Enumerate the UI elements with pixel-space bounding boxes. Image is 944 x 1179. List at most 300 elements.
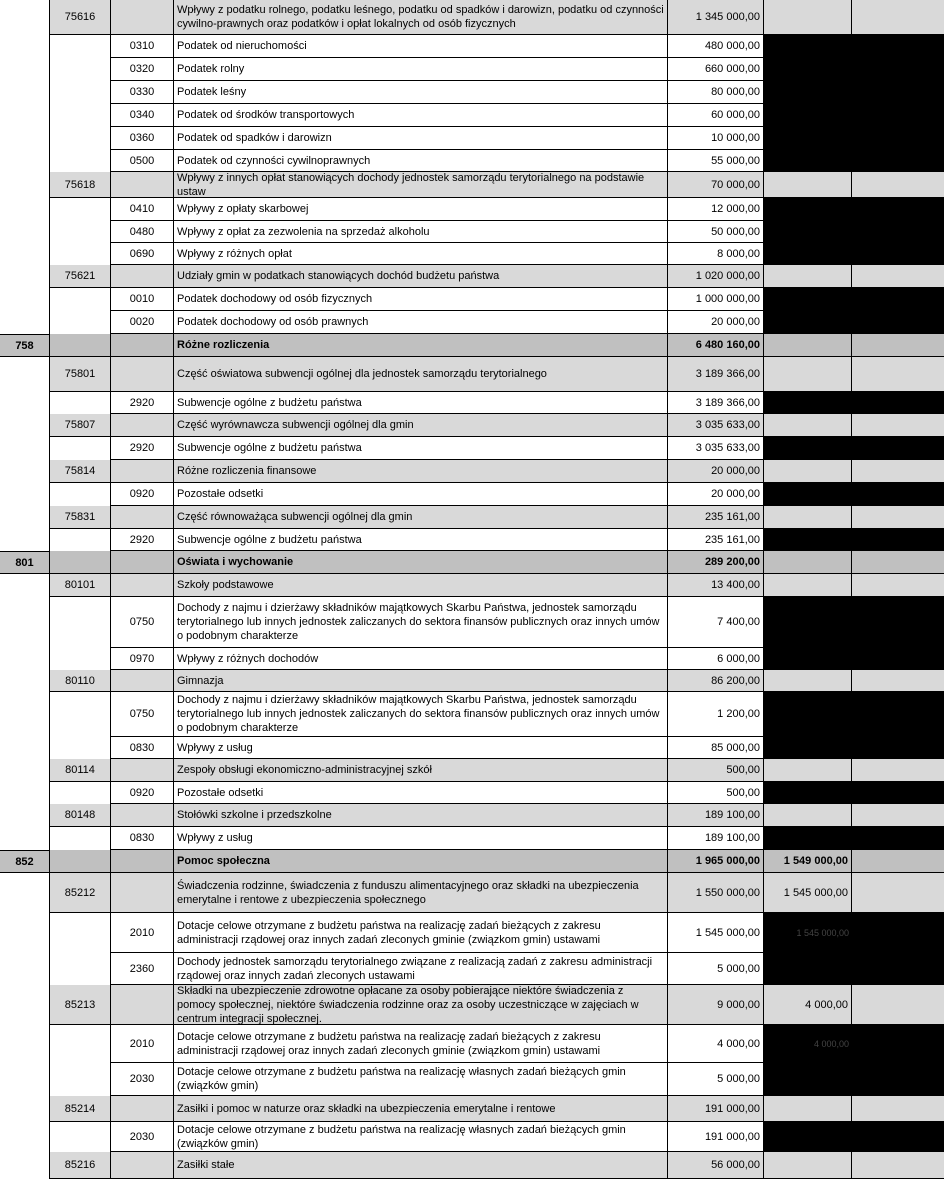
- paragraf-cell: [111, 782, 174, 804]
- dzial-cell: [0, 1122, 50, 1152]
- amount-cell-text: 6 000,00: [717, 652, 760, 665]
- rozdzial-cell: [50, 460, 111, 483]
- amount-cell-text: 8 000,00: [717, 247, 760, 260]
- paragraf-row: [0, 311, 944, 334]
- amount-cell-text: 1 965 000,00: [695, 855, 760, 867]
- amount-cell: [668, 759, 764, 782]
- amount-cell-text: 4 000,00: [717, 1037, 760, 1050]
- amount-cell-text: 85 000,00: [711, 741, 760, 754]
- delegated-amount-cell: [764, 35, 852, 58]
- dzial-cell: [0, 35, 50, 58]
- delegated-amount-cell: [764, 437, 852, 460]
- amount-cell: [668, 58, 764, 81]
- dzial-cell: [0, 913, 50, 953]
- description-cell-text: Udziały gmin w podatkach stanowiących dochód budżetu państwa: [177, 270, 500, 282]
- dzial-cell: [0, 506, 50, 529]
- delegated-amount-cell: [764, 150, 852, 172]
- paragraf-cell: [111, 1063, 174, 1096]
- rozdzial-cell-text: 85216: [64, 1159, 96, 1171]
- paragraf-cell-text: 0750: [129, 708, 155, 720]
- amount-cell-text: 289 200,00: [704, 556, 760, 568]
- description-cell-text: Dochody z najmu i dzierżawy składników majątkowych Skarbu Państwa, jednostek samorządu terytorialnego lub innych jednostek zaliczanych do sektora finansów publicznych oraz innych umów o podobnym charakterze: [177, 602, 660, 642]
- amount-cell: [668, 692, 764, 737]
- rozdzial-cell: [50, 198, 111, 221]
- description-cell: [174, 437, 668, 460]
- extra-cell: [852, 913, 944, 953]
- extra-cell: [852, 827, 944, 850]
- amount-cell: [668, 850, 764, 873]
- amount-cell: [668, 460, 764, 483]
- dzial-cell: [0, 334, 50, 357]
- amount-cell: [668, 574, 764, 597]
- description-cell: [174, 288, 668, 311]
- amount-cell-text: 191 000,00: [704, 1130, 760, 1143]
- rozdzial-row: [0, 804, 944, 827]
- amount-cell-text: 5 000,00: [717, 962, 760, 975]
- dzial-row: [0, 334, 944, 357]
- rozdzial-cell-text: 80110: [65, 674, 95, 687]
- rozdzial-cell: [50, 597, 111, 648]
- description-cell: [174, 414, 668, 437]
- amount-cell-text: 10 000,00: [711, 132, 760, 144]
- paragraf-row: [0, 198, 944, 221]
- rozdzial-row: [0, 460, 944, 483]
- extra-cell: [852, 104, 944, 127]
- extra-cell: [852, 985, 944, 1025]
- amount-cell: [668, 81, 764, 104]
- description-cell: [174, 0, 668, 35]
- delegated-amount-cell: [764, 827, 852, 850]
- rozdzial-cell: [50, 850, 111, 873]
- dzial-cell: [0, 597, 50, 648]
- description-cell-text: Wpływy z opłat za zezwolenia na sprzedaż alkoholu: [177, 225, 430, 238]
- rozdzial-cell-text: 80101: [64, 579, 96, 591]
- delegated-amount-cell: [764, 873, 852, 913]
- amount-cell: [668, 1096, 764, 1122]
- dzial-cell: [0, 985, 50, 1025]
- dzial-cell: [0, 0, 50, 35]
- amount-cell-text: 80 000,00: [711, 86, 760, 98]
- extra-cell: [852, 198, 944, 221]
- delegated-amount-cell: [764, 288, 852, 311]
- paragraf-cell-text: 0690: [129, 247, 155, 260]
- paragraf-row: [0, 221, 944, 243]
- delegated-amount-cell: [764, 198, 852, 221]
- extra-cell: [852, 81, 944, 104]
- delegated-amount-cell: [764, 506, 852, 529]
- rozdzial-cell: [50, 1063, 111, 1096]
- dzial-cell: [0, 692, 50, 737]
- delegated-amount-cell: [764, 483, 852, 506]
- paragraf-cell: [111, 150, 174, 172]
- rozdzial-row: [0, 574, 944, 597]
- paragraf-cell-text: 0010: [129, 293, 155, 305]
- paragraf-cell: [111, 460, 174, 483]
- rozdzial-cell: [50, 288, 111, 311]
- rozdzial-cell: [50, 574, 111, 597]
- dzial-cell: [0, 58, 50, 81]
- paragraf-cell-text: 2920: [129, 442, 155, 454]
- paragraf-cell: [111, 172, 174, 198]
- paragraf-cell-text: 0480: [129, 225, 155, 238]
- amount-cell-text: 3 189 366,00: [695, 396, 760, 409]
- paragraf-cell: [111, 414, 174, 437]
- paragraf-row: [0, 737, 944, 759]
- amount-cell-text: 3 035 633,00: [695, 442, 760, 454]
- paragraf-cell: [111, 574, 174, 597]
- extra-cell: [852, 574, 944, 597]
- extra-cell: [852, 1063, 944, 1096]
- amount-cell: [668, 873, 764, 913]
- paragraf-row: [0, 827, 944, 850]
- amount-cell: [668, 483, 764, 506]
- description-cell-text: Wpływy z opłaty skarbowej: [177, 203, 309, 215]
- delegated-amount-cell: [764, 1152, 852, 1179]
- amount-cell-text: 20 000,00: [711, 316, 760, 328]
- paragraf-cell: [111, 648, 174, 670]
- extra-cell: [852, 850, 944, 873]
- dzial-cell: [0, 670, 50, 692]
- dzial-cell: [0, 827, 50, 850]
- dzial-cell: [0, 804, 50, 827]
- amount-cell: [668, 551, 764, 574]
- description-cell: [174, 1025, 668, 1063]
- paragraf-row: [0, 913, 944, 953]
- description-cell: [174, 506, 668, 529]
- delegated-amount-cell-text: 1 545 000,00: [783, 886, 848, 899]
- paragraf-row: [0, 483, 944, 506]
- extra-cell: [852, 414, 944, 437]
- rozdzial-cell: [50, 670, 111, 692]
- extra-cell: [852, 243, 944, 265]
- paragraf-cell-text: 2030: [129, 1073, 155, 1085]
- amount-cell-text: 12 000,00: [711, 203, 760, 215]
- dzial-cell: [0, 759, 50, 782]
- dzial-cell: [0, 172, 50, 198]
- amount-cell: [668, 782, 764, 804]
- paragraf-cell-text: 0920: [129, 488, 155, 500]
- paragraf-cell-text: 0830: [129, 832, 155, 844]
- extra-cell: [852, 35, 944, 58]
- paragraf-cell: [111, 392, 174, 414]
- rozdzial-cell: [50, 81, 111, 104]
- rozdzial-cell: [50, 483, 111, 506]
- rozdzial-cell: [50, 311, 111, 334]
- rozdzial-cell: [50, 782, 111, 804]
- description-cell: [174, 334, 668, 357]
- amount-cell-text: 5 000,00: [717, 1073, 760, 1085]
- paragraf-row: [0, 1025, 944, 1063]
- delegated-amount-cell: [764, 414, 852, 437]
- rozdzial-cell: [50, 392, 111, 414]
- rozdzial-row: [0, 1096, 944, 1122]
- amount-cell: [668, 265, 764, 288]
- paragraf-cell: [111, 529, 174, 551]
- description-cell-text: Zasiłki stałe: [177, 1159, 235, 1171]
- amount-cell-text: 480 000,00: [704, 40, 760, 52]
- paragraf-row: [0, 437, 944, 460]
- description-cell-text: Oświata i wychowanie: [177, 556, 294, 568]
- amount-cell-text: 50 000,00: [711, 225, 760, 238]
- amount-cell: [668, 414, 764, 437]
- delegated-amount-cell: [764, 127, 852, 150]
- description-cell: [174, 692, 668, 737]
- description-cell-text: Różne rozliczenia: [177, 339, 270, 351]
- dzial-cell: [0, 81, 50, 104]
- dzial-cell: [0, 392, 50, 414]
- description-cell-text: Wpływy z usług: [177, 832, 253, 844]
- dzial-row: [0, 850, 944, 873]
- rozdzial-cell: [50, 334, 111, 357]
- rozdzial-cell: [50, 913, 111, 953]
- description-cell: [174, 597, 668, 648]
- description-cell-text: Podatek od nieruchomości: [177, 40, 307, 52]
- description-cell: [174, 804, 668, 827]
- rozdzial-cell: [50, 953, 111, 985]
- rozdzial-cell: [50, 692, 111, 737]
- amount-cell-text: 13 400,00: [711, 579, 760, 591]
- extra-cell: [852, 460, 944, 483]
- amount-cell-text: 500,00: [726, 786, 760, 799]
- description-cell: [174, 35, 668, 58]
- amount-cell-text: 56 000,00: [711, 1159, 760, 1171]
- delegated-amount-cell-text: 1 549 000,00: [783, 855, 848, 867]
- delegated-amount-cell-text: 4 000,00: [805, 998, 848, 1011]
- description-cell: [174, 198, 668, 221]
- extra-cell: [852, 529, 944, 551]
- description-cell: [174, 782, 668, 804]
- rozdzial-cell-text: 75831: [64, 511, 96, 523]
- delegated-amount-cell: [764, 0, 852, 35]
- dzial-cell: [0, 460, 50, 483]
- rozdzial-cell-text: 80114: [65, 764, 95, 776]
- description-cell-text: Podatek leśny: [177, 86, 247, 98]
- extra-cell: [852, 670, 944, 692]
- rozdzial-cell: [50, 985, 111, 1025]
- paragraf-cell-text: 2920: [129, 533, 155, 546]
- paragraf-cell: [111, 198, 174, 221]
- description-cell: [174, 574, 668, 597]
- paragraf-cell: [111, 913, 174, 953]
- amount-cell: [668, 198, 764, 221]
- paragraf-row: [0, 392, 944, 414]
- description-cell: [174, 759, 668, 782]
- rozdzial-cell: [50, 150, 111, 172]
- rozdzial-row: [0, 506, 944, 529]
- delegated-amount-cell-text: 4 000,00: [813, 1039, 849, 1049]
- amount-cell-text: 189 100,00: [704, 832, 760, 844]
- amount-cell-text: 235 161,00: [704, 511, 760, 523]
- rozdzial-cell: [50, 873, 111, 913]
- description-cell-text: Zespoły obsługi ekonomiczno-administracyjnej szkół: [177, 764, 432, 776]
- amount-cell-text: 660 000,00: [704, 63, 760, 75]
- description-cell-text: Wpływy z różnych opłat: [177, 247, 292, 260]
- amount-cell-text: 1 345 000,00: [695, 11, 760, 23]
- dzial-cell: [0, 574, 50, 597]
- extra-cell: [852, 221, 944, 243]
- description-cell: [174, 1122, 668, 1152]
- delegated-amount-cell: [764, 913, 852, 953]
- rozdzial-cell: [50, 1096, 111, 1122]
- delegated-amount-cell: [764, 529, 852, 551]
- delegated-amount-cell: [764, 221, 852, 243]
- delegated-amount-cell: [764, 782, 852, 804]
- extra-cell: [852, 311, 944, 334]
- paragraf-cell: [111, 243, 174, 265]
- extra-cell: [852, 692, 944, 737]
- rozdzial-cell: [50, 35, 111, 58]
- description-cell-text: Część oświatowa subwencji ogólnej dla jednostek samorządu terytorialnego: [177, 368, 547, 380]
- amount-cell: [668, 104, 764, 127]
- description-cell: [174, 551, 668, 574]
- paragraf-cell-text: 2360: [129, 962, 155, 975]
- rozdzial-row: [0, 357, 944, 392]
- description-cell: [174, 311, 668, 334]
- rozdzial-cell: [50, 243, 111, 265]
- rozdzial-cell: [50, 1025, 111, 1063]
- dzial-cell: [0, 150, 50, 172]
- description-cell-text: Szkoły podstawowe: [177, 579, 274, 591]
- extra-cell: [852, 150, 944, 172]
- delegated-amount-cell: [764, 551, 852, 574]
- description-cell-text: Różne rozliczenia finansowe: [177, 465, 317, 477]
- paragraf-row: [0, 1122, 944, 1152]
- rozdzial-row: [0, 172, 944, 198]
- description-cell: [174, 985, 668, 1025]
- description-cell: [174, 243, 668, 265]
- paragraf-cell: [111, 1122, 174, 1152]
- rozdzial-cell-text: 75621: [64, 270, 96, 282]
- amount-cell-text: 3 035 633,00: [695, 419, 760, 431]
- extra-cell: [852, 172, 944, 198]
- description-cell: [174, 873, 668, 913]
- delegated-amount-cell: [764, 311, 852, 334]
- delegated-amount-cell: [764, 172, 852, 198]
- delegated-amount-cell: [764, 104, 852, 127]
- extra-cell: [852, 265, 944, 288]
- paragraf-row: [0, 35, 944, 58]
- paragraf-cell-text: 0410: [129, 203, 155, 215]
- description-cell: [174, 913, 668, 953]
- delegated-amount-cell: [764, 81, 852, 104]
- paragraf-row: [0, 529, 944, 551]
- description-cell-text: Gimnazja: [177, 674, 224, 687]
- paragraf-row: [0, 127, 944, 150]
- delegated-amount-cell: [764, 850, 852, 873]
- rozdzial-cell: [50, 827, 111, 850]
- description-cell: [174, 221, 668, 243]
- amount-cell: [668, 127, 764, 150]
- paragraf-cell: [111, 597, 174, 648]
- amount-cell: [668, 392, 764, 414]
- delegated-amount-cell: [764, 1122, 852, 1152]
- paragraf-cell: [111, 692, 174, 737]
- amount-cell-text: 1 200,00: [717, 708, 760, 720]
- paragraf-cell: [111, 35, 174, 58]
- description-cell: [174, 1152, 668, 1179]
- amount-cell: [668, 1152, 764, 1179]
- rozdzial-cell: [50, 172, 111, 198]
- amount-cell: [668, 670, 764, 692]
- extra-cell: [852, 759, 944, 782]
- paragraf-row: [0, 782, 944, 804]
- amount-cell-text: 1 550 000,00: [695, 886, 760, 899]
- description-cell-text: Wpływy z różnych dochodów: [177, 652, 319, 665]
- paragraf-cell-text: 0340: [129, 109, 155, 121]
- paragraf-cell: [111, 737, 174, 759]
- rozdzial-row: [0, 0, 944, 35]
- dzial-cell: [0, 1063, 50, 1096]
- rozdzial-cell: [50, 1152, 111, 1179]
- rozdzial-cell-text: 75814: [64, 465, 96, 477]
- dzial-cell-text: 852: [15, 855, 34, 868]
- amount-cell: [668, 597, 764, 648]
- paragraf-cell-text: 0750: [129, 616, 155, 628]
- amount-cell: [668, 985, 764, 1025]
- paragraf-cell-text: 0500: [129, 154, 155, 167]
- delegated-amount-cell: [764, 1096, 852, 1122]
- rozdzial-cell: [50, 127, 111, 150]
- delegated-amount-cell: [764, 737, 852, 759]
- dzial-cell: [0, 127, 50, 150]
- paragraf-cell: [111, 873, 174, 913]
- rozdzial-row: [0, 1152, 944, 1179]
- description-cell-text: Subwencje ogólne z budżetu państwa: [177, 396, 362, 409]
- description-cell: [174, 127, 668, 150]
- rozdzial-cell-text: 75807: [64, 419, 96, 431]
- paragraf-cell: [111, 104, 174, 127]
- description-cell: [174, 81, 668, 104]
- description-cell: [174, 104, 668, 127]
- description-cell: [174, 737, 668, 759]
- paragraf-row: [0, 150, 944, 172]
- paragraf-cell: [111, 850, 174, 873]
- amount-cell: [668, 506, 764, 529]
- amount-cell: [668, 529, 764, 551]
- amount-cell-text: 191 000,00: [704, 1102, 760, 1115]
- rozdzial-cell-text: 85213: [64, 998, 96, 1011]
- dzial-cell: [0, 782, 50, 804]
- paragraf-cell: [111, 357, 174, 392]
- dzial-cell: [0, 243, 50, 265]
- paragraf-cell: [111, 804, 174, 827]
- delegated-amount-cell: [764, 1063, 852, 1096]
- amount-cell-text: 9 000,00: [717, 998, 760, 1011]
- paragraf-cell-text: 0920: [129, 786, 155, 799]
- paragraf-cell: [111, 483, 174, 506]
- rozdzial-cell: [50, 648, 111, 670]
- amount-cell-text: 55 000,00: [711, 154, 760, 167]
- amount-cell: [668, 804, 764, 827]
- amount-cell-text: 60 000,00: [711, 109, 760, 121]
- description-cell-text: Podatek od spadków i darowizn: [177, 132, 332, 144]
- paragraf-cell-text: 2010: [129, 926, 155, 939]
- dzial-cell: [0, 850, 50, 873]
- amount-cell: [668, 35, 764, 58]
- paragraf-row: [0, 81, 944, 104]
- rozdzial-cell-text: 75801: [64, 368, 96, 380]
- description-cell-text: Pozostałe odsetki: [177, 488, 264, 500]
- description-cell: [174, 1063, 668, 1096]
- description-cell-text: Zasiłki i pomoc w naturze oraz składki na ubezpieczenia emerytalne i rentowe: [177, 1102, 556, 1115]
- extra-cell: [852, 437, 944, 460]
- amount-cell: [668, 953, 764, 985]
- paragraf-cell: [111, 437, 174, 460]
- paragraf-cell-text: 0330: [129, 86, 155, 98]
- extra-cell: [852, 1152, 944, 1179]
- amount-cell: [668, 243, 764, 265]
- extra-cell: [852, 58, 944, 81]
